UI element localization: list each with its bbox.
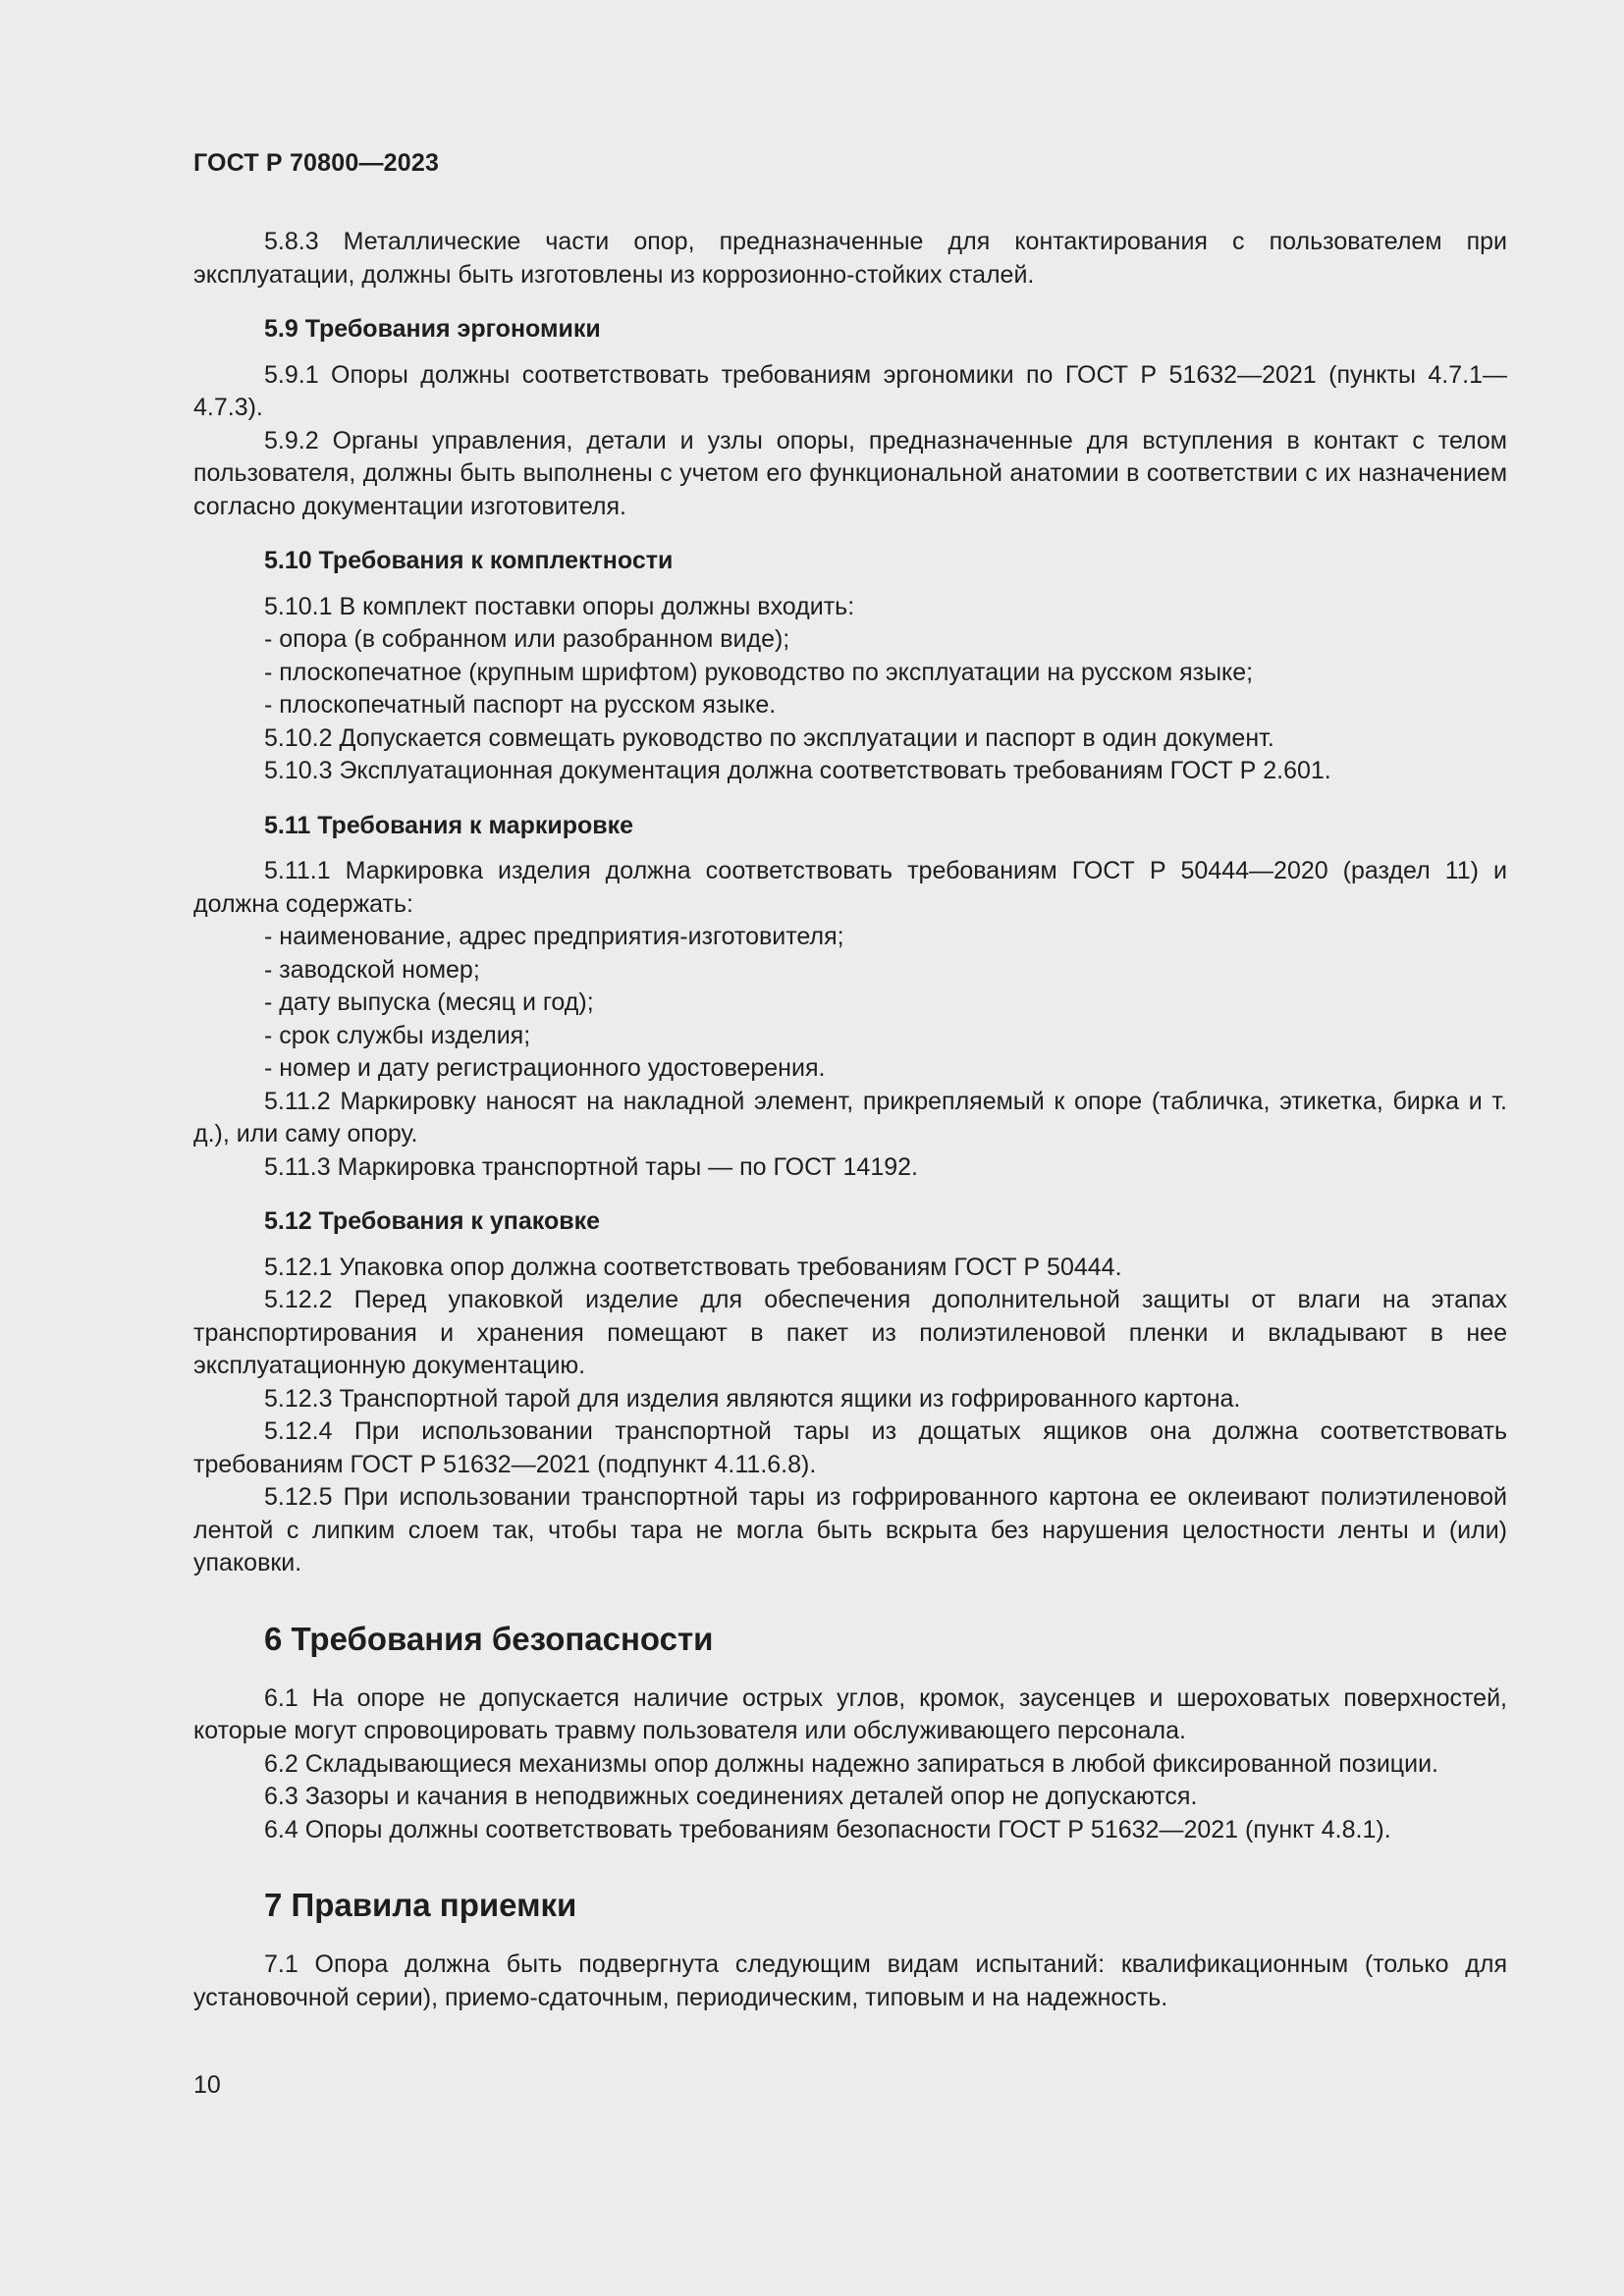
chapter-heading: 7 Правила приемки	[264, 1887, 577, 1923]
paragraph: 7.1 Опора должна быть подвергнута следующим видам испытаний: квалификационным (только для установочной серии), приемо-сдаточным, периодическим, типовым и на надежность.	[193, 1950, 1507, 2011]
list-item: - опора (в собранном или разобранном виде);	[264, 625, 790, 653]
paragraph: 5.12.1 Упаковка опор должна соответствовать требованиям ГОСТ Р 50444.	[264, 1253, 1122, 1281]
list-item: - заводской номер;	[264, 955, 480, 984]
paragraph: 5.11.1 Маркировка изделия должна соответствовать требованиям ГОСТ Р 50444—2020 (раздел 11) и должна содержать:	[193, 857, 1507, 918]
paragraph: 5.9.2 Органы управления, детали и узлы опоры, предназначенные для вступления в контакт с телом пользователя, должны быть выполнены с учетом его функциональной анатомии в соответствии с их назначением согласно документации изготовителя.	[193, 426, 1507, 520]
page-number: 10	[193, 2071, 221, 2099]
paragraph: 5.12.3 Транспортной тарой для изделия являются ящики из гофрированного картона.	[264, 1384, 1241, 1413]
list-item: - срок службы изделия;	[264, 1021, 531, 1049]
document-body	[193, 226, 1507, 2014]
paragraph: 5.12.5 При использовании транспортной тары из гофрированного картона ее оклеивают полиэтиленовой лентой с липким слоем так, чтобы тара не могла быть вскрыта без нарушения целостности ленты и (или) упаковки.	[193, 1483, 1507, 1576]
section-heading: 5.12 Требования к упаковке	[264, 1207, 601, 1235]
paragraph: 5.11.3 Маркировка транспортной тары — по ГОСТ 14192.	[264, 1152, 918, 1181]
paragraph: 6.2 Складывающиеся механизмы опор должны надежно запираться в любой фиксированной позиции.	[264, 1749, 1438, 1778]
paragraph: 5.9.1 Опоры должны соответствовать требованиям эргономики по ГОСТ Р 51632—2021 (пункты 4.7.1—4.7.3).	[193, 360, 1507, 421]
paragraph: 5.10.3 Эксплуатационная документация должна соответствовать требованиям ГОСТ Р 2.601.	[264, 757, 1331, 784]
section-heading: 5.9 Требования эргономики	[264, 315, 601, 343]
paragraph: 6.4 Опоры должны соответствовать требованиям безопасности ГОСТ Р 51632—2021 (пункт 4.8.1).	[264, 1815, 1391, 1843]
section-heading: 5.10 Требования к комплектности	[264, 547, 674, 574]
list-item: - номер и дату регистрационного удостоверения.	[264, 1054, 826, 1082]
paragraph: 5.10.2 Допускается совмещать руководство по эксплуатации и паспорт в один документ.	[264, 723, 1274, 752]
paragraph: 5.8.3 Металлические части опор, предназначенные для контактирования с пользователем при эксплуатации, должны быть изготовлены из коррозионно-стойких сталей.	[193, 228, 1507, 289]
list-item: - наименование, адрес предприятия-изготовителя;	[264, 923, 844, 950]
paragraph: 6.1 На опоре не допускается наличие острых углов, кромок, заусенцев и шероховатых поверхностей, которые могут спровоцировать травму пользователя или обслуживающего персонала.	[193, 1683, 1507, 1744]
paragraph: 5.12.2 Перед упаковкой изделие для обеспечения дополнительной защиты от влаги на этапах транспортирования и хранения помещают в пакет из полиэтиленовой пленки и вкладывают в нее эксплуатационную документацию.	[193, 1286, 1507, 1379]
chapter-heading: 6 Требования безопасности	[264, 1620, 714, 1657]
list-item: - дату выпуска (месяц и год);	[264, 988, 594, 1016]
document-header: ГОСТ Р 70800—2023	[193, 149, 440, 177]
paragraph: 5.10.1 В комплект поставки опоры должны входить:	[264, 592, 855, 620]
section-heading: 5.11 Требования к маркировке	[264, 811, 634, 839]
list-item: - плоскопечатное (крупным шрифтом) руководство по эксплуатации на русском языке;	[264, 658, 1254, 686]
paragraph: 5.12.4 При использовании транспортной тары из дощатых ящиков она должна соответствовать требованиям ГОСТ Р 51632—2021 (подпункт 4.11.6.8).	[193, 1417, 1507, 1478]
paragraph: 5.11.2 Маркировку наносят на накладной элемент, прикрепляемый к опоре (табличка, этикетка, бирка и т. д.), или саму опору.	[193, 1087, 1507, 1148]
list-item: - плоскопечатный паспорт на русском языке.	[264, 691, 777, 719]
paragraph: 6.3 Зазоры и качания в неподвижных соединениях деталей опор не допускаются.	[264, 1783, 1198, 1810]
